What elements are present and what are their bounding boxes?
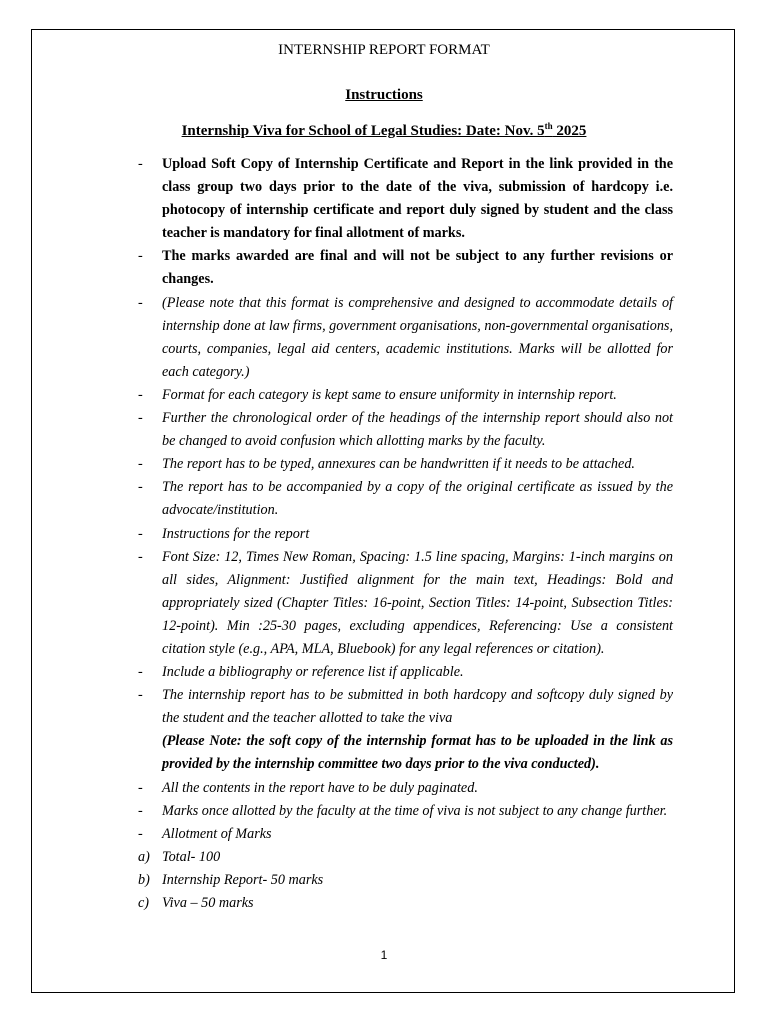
list-item: [138, 523, 673, 546]
list-item-text: The report has to be typed, annexures can be handwritten if it needs to be attached.: [162, 456, 635, 473]
note-paragraph: [138, 730, 673, 776]
dash-marker: -: [138, 294, 143, 311]
dash-marker: -: [138, 825, 143, 842]
instruction-list: [138, 153, 673, 915]
list-item-text: Font Size: 12, Times New Roman, Spacing: 1.5 line spacing, Margins: 1-inch margins on all sides, Alignment: Justified alignment for the main text, Headings: Bold and appropriately sized (Chapter Titles: 16-point, Section Titles: 14-point, Subsection Titles: 12-point). Min :25-30 pages, excluding appendices, Referencing: Use a consistent citation style (e.g., APA, MLA, Bluebook) for any legal references or citation).: [162, 548, 673, 657]
dash-marker: -: [138, 248, 143, 265]
list-item: [138, 153, 673, 245]
list-item-text: Instructions for the report: [162, 525, 310, 542]
list-item-text: The internship report has to be submitted in both hardcopy and softcopy duly signed by the student and the teacher allotted to take the viva: [162, 687, 673, 727]
dash-marker: -: [138, 548, 143, 565]
note-text: (Please Note: the soft copy of the internship format has to be uploaded in the link as provided by the internship committee two days prior to the viva conducted).: [162, 733, 673, 773]
marks-item: [138, 846, 673, 869]
list-item-text: Allotment of Marks: [162, 825, 272, 842]
document-title: INTERNSHIP REPORT FORMAT: [278, 42, 490, 58]
viva-heading-text: Internship Viva for School of Legal Studies: Date: Nov. 5: [181, 123, 545, 139]
list-item-text: (Please note that this format is comprehensive and designed to accommodate details of internship done at law firms, government organisations, non-governmental organisations, courts, companies, legal aid centers, academic institutions. Marks will be allotted for each category.): [162, 294, 673, 380]
instructions-heading: Instructions: [345, 87, 423, 103]
dash-marker: -: [138, 779, 143, 796]
list-item: [138, 453, 673, 476]
dash-marker: -: [138, 386, 143, 403]
dash-marker: -: [138, 410, 143, 427]
viva-heading: [0, 121, 768, 140]
list-item: [138, 546, 673, 661]
marks-marker: c): [138, 895, 150, 911]
marks-marker: b): [138, 871, 150, 888]
marks-text: Viva – 50 marks: [162, 895, 254, 911]
list-item: [138, 407, 673, 453]
list-item: [138, 245, 673, 291]
list-item-text: The report has to be accompanied by a copy of the original certificate as issued by the advocate/institution.: [162, 479, 673, 519]
list-item: [138, 384, 673, 407]
dash-marker: -: [138, 664, 143, 681]
dash-marker: -: [138, 525, 143, 542]
list-item-text: Marks once allotted by the faculty at the time of viva is not subject to any change further.: [162, 802, 668, 819]
list-item: [138, 476, 673, 522]
list-item-text: Further the chronological order of the headings of the internship report should also not be changed to avoid confusion which allotting marks by the faculty.: [162, 410, 673, 450]
list-item: [138, 800, 673, 823]
dash-marker: -: [138, 802, 143, 819]
list-item: [138, 823, 673, 846]
viva-heading-year: 2025: [552, 123, 587, 139]
marks-item: [138, 892, 673, 915]
dash-marker: -: [138, 156, 143, 172]
dash-marker: -: [138, 456, 143, 473]
list-item-text: All the contents in the report have to be duly paginated.: [162, 779, 478, 796]
marks-text: Total- 100: [162, 848, 221, 865]
list-item: [138, 292, 673, 384]
page-number: 1: [380, 948, 388, 962]
viva-heading-superscript: th: [544, 121, 553, 131]
list-item: [138, 777, 673, 800]
dash-marker: -: [138, 687, 143, 704]
list-item-text: Format for each category is kept same to ensure uniformity in internship report.: [162, 386, 617, 403]
marks-text: Internship Report- 50 marks: [162, 871, 324, 888]
list-item-text: Include a bibliography or reference list if applicable.: [162, 664, 464, 681]
list-item: [138, 661, 673, 684]
list-item: [138, 684, 673, 730]
list-item-text: The marks awarded are final and will not be subject to any further revisions or changes.: [162, 248, 673, 288]
dash-marker: -: [138, 479, 143, 496]
marks-item: [138, 869, 673, 892]
list-item-text: Upload Soft Copy of Internship Certificate and Report in the link provided in the class group two days prior to the date of the viva, submission of hardcopy i.e. photocopy of internship certificate and report duly signed by student and the class teacher is mandatory for final allotment of marks.: [162, 156, 673, 242]
marks-marker: a): [138, 848, 150, 865]
